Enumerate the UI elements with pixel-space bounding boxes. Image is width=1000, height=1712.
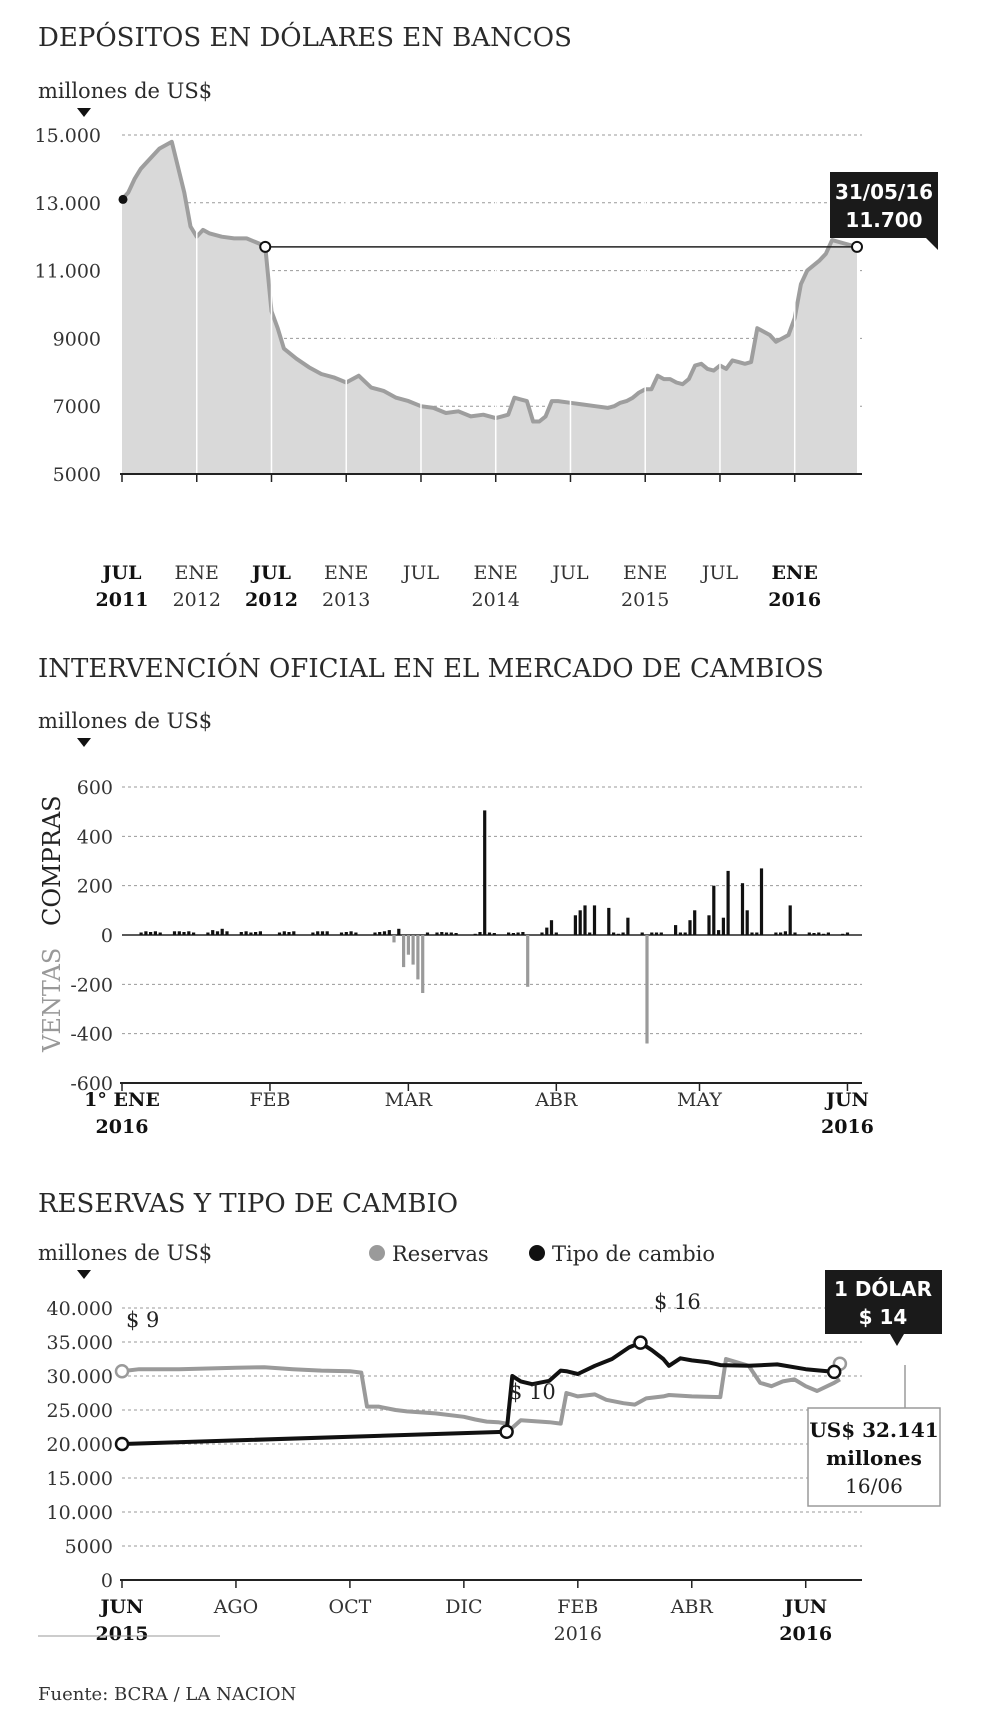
chart-intervention-bar bbox=[149, 932, 152, 935]
chart-intervention-unit-arrow-icon bbox=[77, 738, 91, 747]
chart-reserves-legend bbox=[369, 1242, 715, 1266]
chart-deposits-x-tick-year: 2016 bbox=[768, 589, 822, 611]
chart-intervention-bar bbox=[388, 930, 391, 935]
chart-intervention-y-tick-label: 600 bbox=[76, 777, 113, 799]
chart-deposits-callout-pointer bbox=[926, 238, 938, 250]
chart-intervention-x-tick-label: FEB bbox=[249, 1089, 291, 1111]
chart-intervention-bar bbox=[455, 933, 458, 935]
chart-intervention-bar bbox=[326, 931, 329, 935]
chart-intervention-bar bbox=[240, 932, 243, 935]
chart-intervention-bar bbox=[154, 931, 157, 935]
chart-intervention-y-tick-label: 200 bbox=[76, 875, 113, 898]
chart-intervention-bar bbox=[493, 933, 496, 935]
chart-intervention-bar bbox=[211, 930, 214, 935]
chart-intervention-bar bbox=[426, 933, 429, 936]
chart-reserves-unit: millones de US$ bbox=[38, 1241, 213, 1265]
chart-intervention-bar bbox=[292, 931, 295, 935]
chart-intervention-bar bbox=[717, 930, 720, 935]
chart-reserves-value-box-date: 16/06 bbox=[845, 1474, 903, 1498]
chart-intervention-bar bbox=[579, 910, 582, 935]
chart-deposits-y-tick-label: 15.000 bbox=[34, 125, 101, 147]
chart-reserves-x-tick-year: 2016 bbox=[553, 1623, 602, 1645]
chart-reserves-rate-start-point bbox=[116, 1438, 128, 1450]
chart-reserves-y-tick-label: 5000 bbox=[64, 1536, 113, 1558]
chart-intervention-bar bbox=[827, 933, 830, 936]
chart-reserves-value-box-unit: millones bbox=[826, 1446, 922, 1470]
chart-intervention-x-tick-year: 2016 bbox=[821, 1116, 874, 1138]
chart-intervention-bar bbox=[741, 883, 744, 935]
chart-deposits-y-tick-label: 9000 bbox=[52, 328, 101, 351]
chart-reserves-y-tick-label: 10.000 bbox=[46, 1502, 113, 1524]
chart-intervention-bar bbox=[846, 933, 849, 936]
chart-deposits-y-tick-label: 13.000 bbox=[34, 192, 101, 215]
chart-intervention-bar bbox=[674, 925, 677, 935]
chart-intervention-bar bbox=[822, 934, 825, 935]
chart-intervention-bar bbox=[588, 933, 591, 936]
legend-reservas-marker bbox=[369, 1245, 385, 1261]
chart-intervention-bar bbox=[140, 933, 143, 936]
chart-intervention-bar bbox=[593, 905, 596, 935]
chart-reserves-rate-peak-point bbox=[634, 1337, 646, 1349]
legend-tipo-cambio-marker bbox=[529, 1245, 545, 1261]
chart-reserves-y-ticks bbox=[47, 1298, 113, 1592]
chart-intervention-y-ticks bbox=[70, 777, 113, 1095]
chart-intervention-bar bbox=[707, 915, 710, 935]
chart-intervention-bar bbox=[684, 933, 687, 936]
chart-intervention-bar bbox=[612, 933, 615, 936]
chart-intervention-bar bbox=[350, 931, 353, 935]
chart-intervention-bars bbox=[140, 810, 850, 1043]
chart-deposits-x-tick-year: 2013 bbox=[322, 589, 371, 611]
chart-intervention-bar bbox=[693, 910, 696, 935]
chart-intervention-bar bbox=[650, 933, 653, 936]
chart-deposits-callout-value: 11.700 bbox=[845, 208, 923, 232]
chart-intervention-bar bbox=[373, 933, 376, 936]
chart-intervention-bar bbox=[182, 932, 185, 935]
chart-intervention-bar bbox=[526, 935, 529, 987]
chart-deposits-x-tick-label: JUL bbox=[252, 562, 291, 584]
chart-deposits-x-tick-label: ENE bbox=[473, 562, 518, 584]
chart-intervention bbox=[38, 652, 874, 1138]
chart-intervention-bar bbox=[340, 933, 343, 936]
chart-intervention-bar bbox=[435, 933, 438, 936]
chart-deposits-x-tick-label: JUL bbox=[701, 562, 739, 584]
chart-reserves-label-peak: $ 16 bbox=[654, 1290, 701, 1314]
chart-intervention-bar bbox=[550, 920, 553, 935]
chart-reserves-x-tick-label: FEB bbox=[557, 1596, 599, 1618]
chart-intervention-bar bbox=[760, 868, 763, 935]
chart-intervention-bar bbox=[555, 933, 558, 936]
chart-reserves-y-tick-label: 0 bbox=[100, 1570, 113, 1592]
chart-deposits-y-tick-label: 7000 bbox=[52, 396, 101, 419]
chart-reserves-x-tick-label: JUN bbox=[784, 1596, 828, 1618]
chart-intervention-bar bbox=[283, 931, 286, 935]
chart-intervention-bar bbox=[378, 932, 381, 935]
chart-intervention-bar bbox=[421, 935, 424, 993]
chart-intervention-x-tick-label: 1° ENE bbox=[84, 1089, 160, 1111]
chart-deposits-y-ticks bbox=[35, 125, 101, 486]
chart-intervention-bar bbox=[645, 935, 648, 1044]
chart-intervention-x-tick-label: ABR bbox=[535, 1089, 578, 1111]
chart-deposits-start-point bbox=[119, 195, 128, 204]
chart-intervention-bar bbox=[812, 933, 815, 935]
chart-intervention-bar bbox=[216, 931, 219, 935]
chart-intervention-bar bbox=[626, 918, 629, 935]
chart-reserves-rate-callout-line1: 1 DÓLAR bbox=[833, 1277, 933, 1301]
chart-deposits-callout-date: 31/05/16 bbox=[834, 180, 934, 204]
chart-intervention-bar bbox=[407, 935, 410, 955]
chart-reserves-rate-end-point bbox=[828, 1366, 840, 1378]
chart-deposits-y-tick-label: 11.000 bbox=[34, 260, 101, 283]
chart-intervention-bar bbox=[144, 931, 147, 935]
chart-reserves-grid bbox=[122, 1308, 862, 1546]
chart-reserves-x-tick-label: OCT bbox=[328, 1596, 372, 1618]
chart-intervention-bar bbox=[483, 810, 486, 935]
chart-deposits bbox=[35, 21, 938, 611]
chart-reserves-value-box-amount: US$ 32.141 bbox=[809, 1418, 939, 1442]
chart-intervention-y-tick-label: 400 bbox=[76, 826, 113, 849]
chart-reserves-label-dic: $ 10 bbox=[509, 1380, 556, 1404]
chart-reserves-x-tick-label: ABR bbox=[670, 1596, 713, 1618]
chart-intervention-bar bbox=[712, 886, 715, 935]
chart-intervention-x-tick-label: MAR bbox=[384, 1089, 433, 1111]
chart-intervention-bar bbox=[517, 933, 520, 936]
chart-intervention-bar bbox=[440, 932, 443, 935]
chart-intervention-bar bbox=[392, 935, 395, 942]
chart-deposits-x-tick-label: ENE bbox=[771, 562, 818, 584]
chart-intervention-bar bbox=[488, 933, 491, 936]
chart-deposits-y-tick-label: 5000 bbox=[52, 464, 101, 486]
chart-deposits-x-tick-year: 2011 bbox=[95, 589, 149, 611]
chart-deposits-x-tick-label: ENE bbox=[174, 562, 219, 584]
chart-intervention-bar bbox=[545, 928, 548, 935]
chart-reserves-x-ticks bbox=[96, 1580, 833, 1645]
chart-intervention-bar bbox=[316, 931, 319, 935]
chart-reserves-y-tick-label: 20.000 bbox=[46, 1434, 113, 1456]
chart-deposits-reference-start-point bbox=[260, 242, 270, 252]
chart-reserves-rate-callout-line2: $ 14 bbox=[858, 1305, 908, 1329]
chart-intervention-bar bbox=[450, 933, 453, 936]
chart-intervention-title: INTERVENCIÓN OFICIAL EN EL MERCADO DE CAMBIOS bbox=[38, 654, 824, 684]
chart-intervention-bar bbox=[817, 933, 820, 936]
chart-intervention-bar bbox=[841, 934, 844, 935]
chart-reserves-title: RESERVAS Y TIPO DE CAMBIO bbox=[38, 1189, 459, 1219]
chart-deposits-x-ticks bbox=[96, 474, 822, 611]
chart-deposits-x-tick-label: JUL bbox=[402, 562, 440, 584]
chart-intervention-bar bbox=[507, 933, 510, 936]
chart-deposits-unit: millones de US$ bbox=[38, 79, 213, 103]
legend-tipo-cambio-label: Tipo de cambio bbox=[552, 1242, 716, 1266]
chart-intervention-bar bbox=[478, 932, 481, 935]
chart-reserves-rate-dic-point bbox=[501, 1426, 513, 1438]
chart-intervention-bar bbox=[245, 931, 248, 935]
chart-deposits-x-tick-year: 2012 bbox=[172, 589, 221, 611]
chart-intervention-bar bbox=[679, 933, 682, 936]
chart-intervention-bar bbox=[254, 932, 257, 935]
chart-deposits-x-tick-year: 2015 bbox=[621, 589, 670, 611]
chart-intervention-bar bbox=[784, 931, 787, 935]
chart-reserves-rate-callout bbox=[825, 1270, 942, 1346]
chart-intervention-bar bbox=[540, 933, 543, 936]
chart-intervention-bar bbox=[727, 871, 730, 935]
chart-reserves-y-tick-label: 30.000 bbox=[46, 1366, 113, 1388]
chart-intervention-bar bbox=[750, 933, 753, 936]
chart-intervention-bar bbox=[311, 933, 314, 936]
chart-intervention-bar bbox=[474, 934, 477, 935]
chart-reserves-y-tick-label: 15.000 bbox=[46, 1468, 113, 1490]
chart-deposits-unit-arrow-icon bbox=[77, 108, 91, 117]
chart-reserves-x-tick-label: AGO bbox=[213, 1596, 259, 1618]
chart-intervention-bar bbox=[259, 931, 262, 935]
source-text: Fuente: BCRA / LA NACION bbox=[38, 1684, 297, 1705]
chart-intervention-bar bbox=[354, 933, 357, 936]
legend-reservas-label: Reservas bbox=[392, 1242, 489, 1266]
chart-reserves-x-tick-label: JUN bbox=[100, 1596, 144, 1618]
chart-intervention-y-tick-label: -600 bbox=[70, 1073, 113, 1095]
chart-intervention-bar bbox=[660, 933, 663, 936]
chart-intervention-bar bbox=[159, 933, 162, 936]
chart-intervention-bar bbox=[178, 931, 181, 935]
chart-intervention-bar bbox=[793, 933, 796, 936]
chart-intervention-bar bbox=[789, 905, 792, 935]
chart-intervention-bar bbox=[225, 931, 228, 935]
chart-intervention-unit: millones de US$ bbox=[38, 709, 213, 733]
chart-intervention-bar bbox=[173, 931, 176, 935]
chart-intervention-bar bbox=[445, 933, 448, 936]
chart-reserves-label-start: $ 9 bbox=[126, 1308, 160, 1332]
chart-intervention-bar bbox=[746, 910, 749, 935]
chart-reserves-rate-callout-pointer bbox=[890, 1334, 904, 1346]
chart-reserves-y-tick-label: 35.000 bbox=[46, 1332, 113, 1354]
chart-intervention-bar bbox=[521, 932, 524, 935]
chart-intervention-bar bbox=[402, 935, 405, 967]
chart-intervention-compras-label: COMPRAS bbox=[38, 795, 66, 926]
chart-intervention-bar bbox=[249, 933, 252, 936]
chart-intervention-ventas-label: VENTAS bbox=[38, 947, 66, 1052]
chart-reserves-x-tick-year: 2015 bbox=[95, 1623, 149, 1645]
chart-intervention-y-tick-label: -400 bbox=[70, 1023, 113, 1046]
chart-intervention-bar bbox=[755, 933, 758, 936]
chart-deposits-x-tick-label: ENE bbox=[623, 562, 668, 584]
chart-intervention-bar bbox=[287, 932, 290, 935]
chart-intervention-bar bbox=[583, 905, 586, 935]
chart-intervention-bar bbox=[321, 931, 324, 935]
chart-intervention-bar bbox=[187, 931, 190, 935]
chart-intervention-bar bbox=[655, 933, 658, 936]
chart-intervention-bar bbox=[416, 935, 419, 979]
chart-intervention-bar bbox=[779, 933, 782, 936]
chart-intervention-x-tick-year: 2016 bbox=[95, 1116, 149, 1138]
chart-reserves bbox=[38, 1189, 942, 1645]
chart-reserves-x-tick-label: DIC bbox=[445, 1596, 483, 1618]
chart-intervention-bar bbox=[206, 933, 209, 936]
chart-deposits-callout bbox=[830, 172, 938, 250]
chart-reserves-y-tick-label: 40.000 bbox=[46, 1298, 113, 1320]
chart-deposits-x-tick-label: JUL bbox=[102, 562, 142, 584]
chart-intervention-bar bbox=[774, 933, 777, 936]
chart-intervention-bar bbox=[688, 920, 691, 935]
chart-intervention-bar bbox=[397, 929, 400, 935]
chart-intervention-x-ticks bbox=[84, 1083, 874, 1138]
chart-deposits-x-tick-year: 2012 bbox=[245, 589, 298, 611]
chart-intervention-bar bbox=[278, 933, 281, 936]
chart-intervention-bar bbox=[641, 933, 644, 936]
chart-deposits-title: DEPÓSITOS EN DÓLARES EN BANCOS bbox=[38, 23, 572, 53]
chart-deposits-area bbox=[122, 142, 857, 474]
chart-intervention-x-tick-label: MAY bbox=[677, 1089, 722, 1111]
chart-intervention-x-tick-label: JUN bbox=[825, 1089, 869, 1111]
chart-deposits-x-tick-label: ENE bbox=[324, 562, 369, 584]
chart-intervention-bar bbox=[722, 918, 725, 935]
chart-reserves-y-tick-label: 25.000 bbox=[46, 1400, 113, 1422]
chart-deposits-x-tick-year: 2014 bbox=[471, 589, 520, 611]
chart-reserves-reservas-start-point bbox=[116, 1365, 128, 1377]
chart-intervention-bar bbox=[808, 933, 811, 936]
chart-intervention-bar bbox=[383, 931, 386, 935]
chart-intervention-bar bbox=[192, 933, 195, 936]
chart-deposits-reference-end-point bbox=[852, 242, 862, 252]
chart-reserves-x-tick-year: 2016 bbox=[779, 1623, 833, 1645]
chart-intervention-bar bbox=[221, 929, 224, 935]
chart-intervention-bar bbox=[574, 915, 577, 935]
chart-intervention-bar bbox=[607, 908, 610, 935]
chart-intervention-bar bbox=[412, 935, 415, 965]
chart-intervention-bar bbox=[622, 933, 625, 936]
chart-reserves-reservas-line bbox=[122, 1359, 840, 1430]
chart-intervention-y-tick-label: -200 bbox=[70, 974, 113, 997]
chart-reserves-unit-arrow-icon bbox=[77, 1270, 91, 1279]
chart-intervention-bar bbox=[345, 932, 348, 935]
chart-intervention-bar bbox=[617, 934, 620, 935]
chart-intervention-bar bbox=[512, 933, 515, 935]
chart-intervention-y-tick-label: 0 bbox=[100, 925, 113, 947]
chart-deposits-x-tick-label: JUL bbox=[552, 562, 589, 584]
